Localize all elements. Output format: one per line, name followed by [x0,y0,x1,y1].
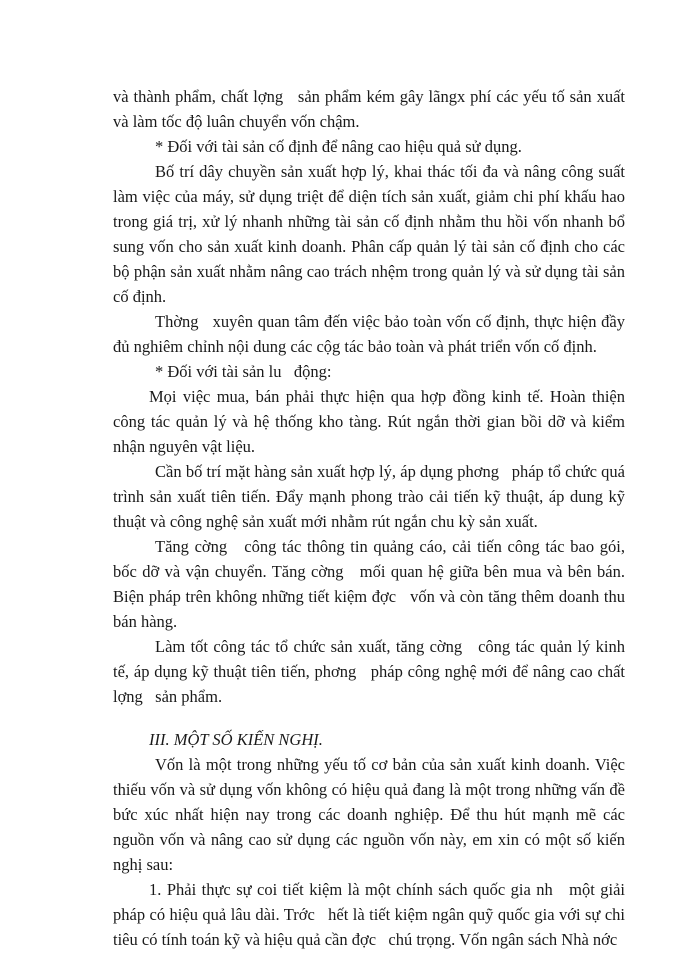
paragraph-fixed-assets-heading: * Đối với tài sản cố định để nâng cao hiệu quả sử dụng. [155,137,522,156]
paragraph-recommendations-intro: Vốn là một trong những yếu tố cơ bản của sản xuất kinh doanh. Việc thiếu vốn và sử dụng vốn không có hiệu quả đang là một trong những vấn đề bức xúc nhất hiện nay trong các doanh nghiệp. Để thu hút mạnh mẽ các nguồn vốn và nâng cao sử dụng các nguồn vốn này, em xin có một số kiến nghị sau: [113,755,625,874]
paragraph-recommendation-1: 1. Phải thực sự coi tiết kiệm là một chính sách quốc gia nh một giải pháp có hiệu quả lâu dài. Trớc hết là tiết kiệm ngân quỹ quốc gia với sự chi tiêu có tính toán kỹ và hiệu quả cần đợc chú trọng. Vốn ngân sách Nhà nớc [113,880,630,949]
paragraph-capital-preservation: Thờng xuyên quan tâm đến việc bảo toàn vốn cố định, thực hiện đầy đủ nghiêm chỉnh nội dung các cộg tác bảo toàn và phát triển vốn cố định. [113,312,630,356]
section-heading: III. MỘT SỐ KIẾN NGHỊ. [149,730,323,749]
paragraph-contracts: Mọi việc mua, bán phải thực hiện qua hợp đồng kinh tế. Hoàn thiện công tác quản lý và hệ thống kho tàng. Rút ngắn thời gian bồi dỡ và kiểm nhận nguyên vật liệu. [113,387,625,456]
text-column [113,84,630,952]
paragraph-fixed-assets-body: Bố trí dây chuyền sản xuất hợp lý, khai thác tối đa và nâng công suất làm việc của máy, sử dụng triệt để diện tích sản xuất, giảm chi phí khấu hao trong giá trị, xử lý nhanh những tài sản cố định nhằm thu hồi vốn nhanh bổ sung vốn cho sản xuất kinh doanh. Phân cấp quản lý tài sản cố định cho các bộ phận sản xuất nhằm nâng cao trách nhệm trong quản lý và sử dụng tài sản cố định. [113,162,625,306]
paragraph-production-layout: Cần bố trí mặt hàng sản xuất hợp lý, áp dụng phơng pháp tổ chức quá trình sản xuất tiên tiến. Đẩy mạnh phong trào cải tiến kỹ thuật, áp dung kỹ thuật và công nghệ sản xuất mới nhằm rút ngắn chu kỳ sản xuất. [113,462,630,531]
paragraph-current-assets-heading: * Đối với tài sản lu động: [155,362,332,381]
paragraph-continuation: và thành phẩm, chất lợng sản phẩm kém gây lãngx phí các yếu tố sản xuất và làm tốc độ luân chuyển vốn chậm. [113,87,630,131]
paragraph-advertising: Tăng cờng công tác thông tin quảng cáo, cải tiến công tác bao gói, bốc dỡ và vận chuyển. Tăng cờng mối quan hệ giữa bên mua và bên bán. Biện pháp trên không những tiết kiệm đợc vốn và còn tăng thêm doanh thu bán hàng. [113,537,630,631]
paragraph-organization: Làm tốt công tác tổ chức sản xuất, tăng cờng công tác quản lý kinh tế, áp dụng kỹ thuật tiên tiến, phơng pháp công nghệ mới để nâng cao chất lợng sản phẩm. [113,637,630,706]
